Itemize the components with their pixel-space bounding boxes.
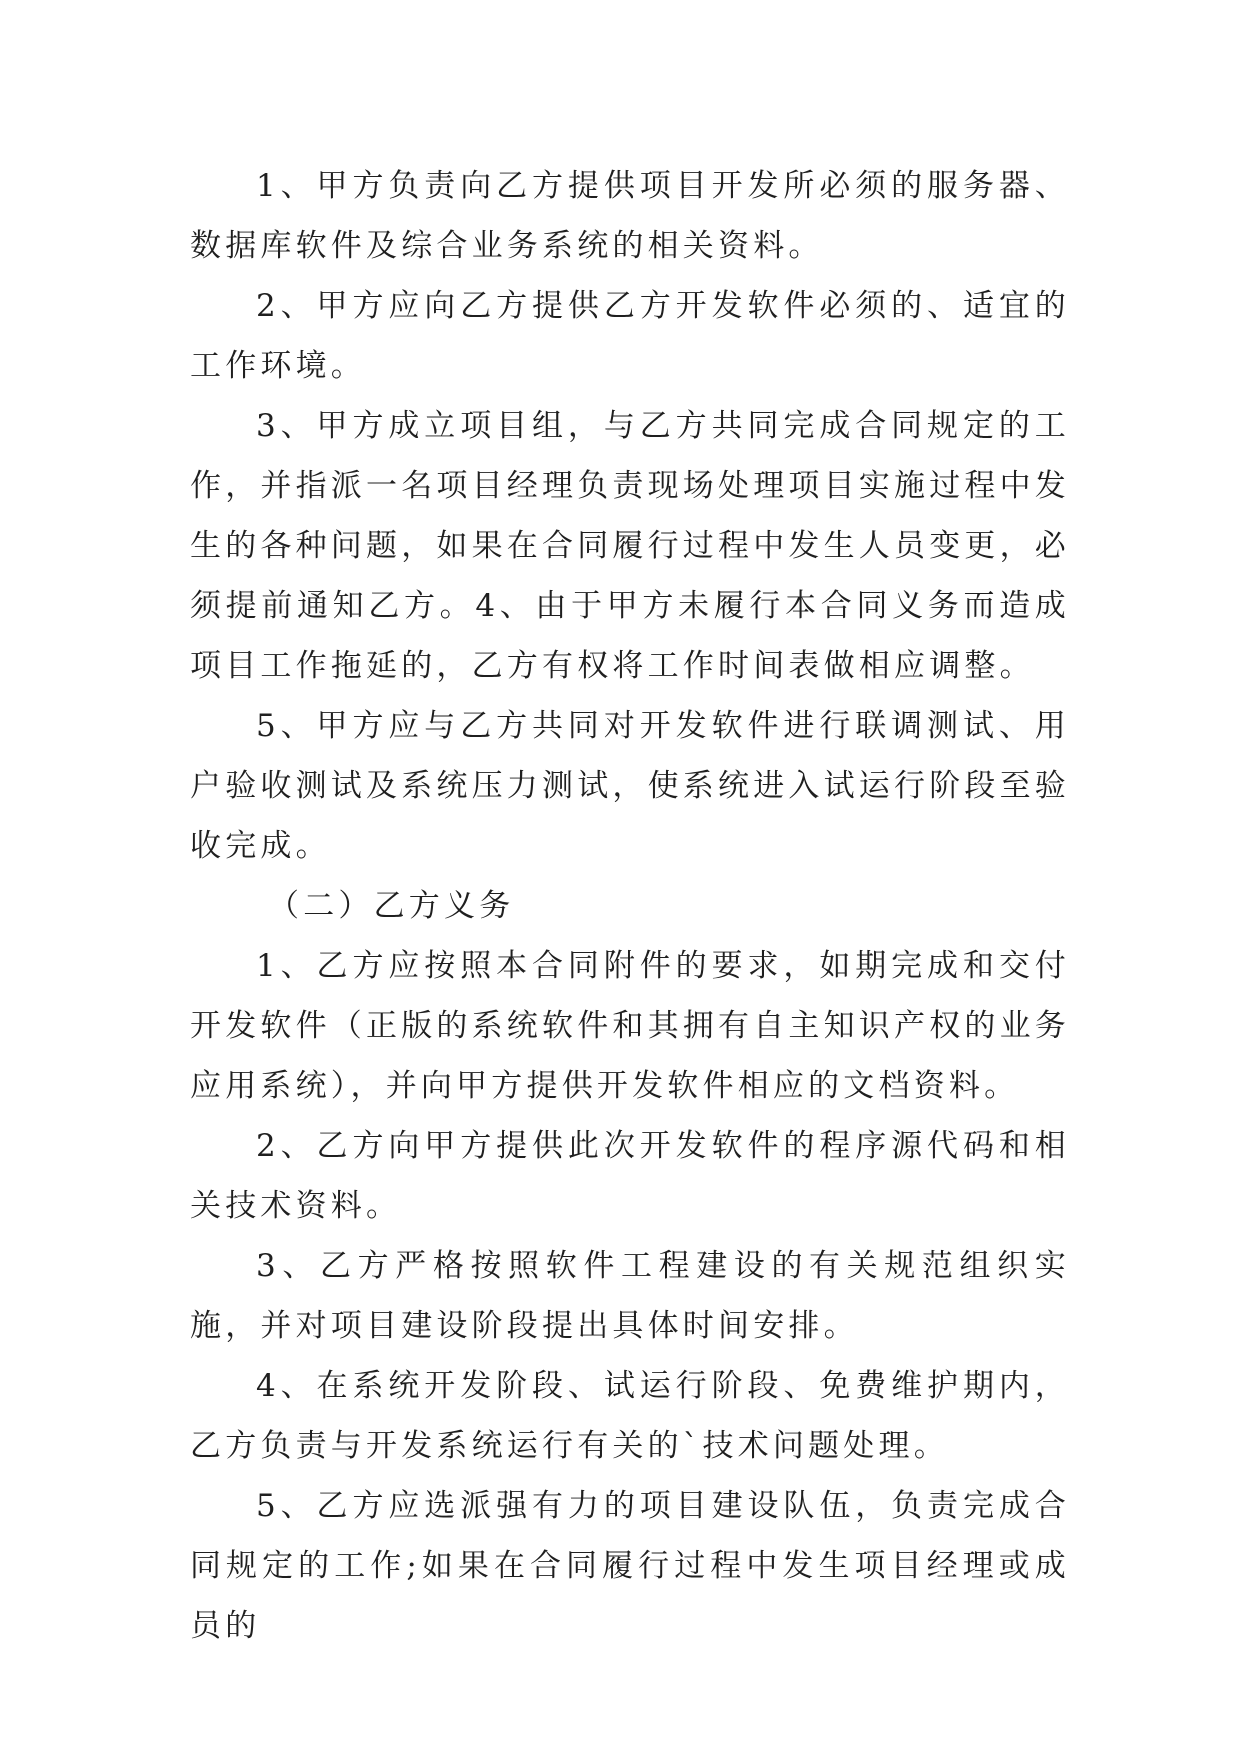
paragraph-party-b-2: 2、乙方向甲方提供此次开发软件的程序源代码和相关技术资料。 [190, 1128, 1070, 1224]
paragraph-party-a-5: 5、甲方应与乙方共同对开发软件进行联调测试、用户验收测试及系统压力测试，使系统进入试运行阶段至验收完成。 [190, 708, 1070, 864]
paragraph-party-b-5: 5、乙方应选派强有力的项目建设队伍，负责完成合同规定的工作;如果在合同履行过程中发生项目经理或成员的 [190, 1488, 1070, 1644]
section-heading-party-b: （二）乙方义务 [268, 888, 515, 924]
paragraph-party-b-4: 4、在系统开发阶段、试运行阶段、免费维护期内，乙方负责与开发系统运行有关的`技术问题处理。 [190, 1368, 1070, 1464]
paragraph-party-a-3-4: 3、甲方成立项目组，与乙方共同完成合同规定的工作，并指派一名项目经理负责现场处理项目实施过程中发生的各种问题，如果在合同履行过程中发生人员变更，必须提前通知乙方。4、由于甲方未履行本合同义务而造成项目工作拖延的，乙方有权将工作时间表做相应调整。 [190, 408, 1070, 684]
paragraph-party-a-1: 1、甲方负责向乙方提供项目开发所必须的服务器、数据库软件及综合业务系统的相关资料。 [190, 168, 1070, 264]
paragraph-party-a-2: 2、甲方应向乙方提供乙方开发软件必须的、适宜的工作环境。 [190, 288, 1070, 384]
paragraph-party-b-1: 1、乙方应按照本合同附件的要求，如期完成和交付开发软件（正版的系统软件和其拥有自主知识产权的业务应用系统），并向甲方提供开发软件相应的文档资料。 [190, 948, 1070, 1104]
paragraph-party-b-3: 3、乙方严格按照软件工程建设的有关规范组织实施，并对项目建设阶段提出具体时间安排。 [190, 1248, 1070, 1344]
document-body [190, 156, 1070, 1656]
